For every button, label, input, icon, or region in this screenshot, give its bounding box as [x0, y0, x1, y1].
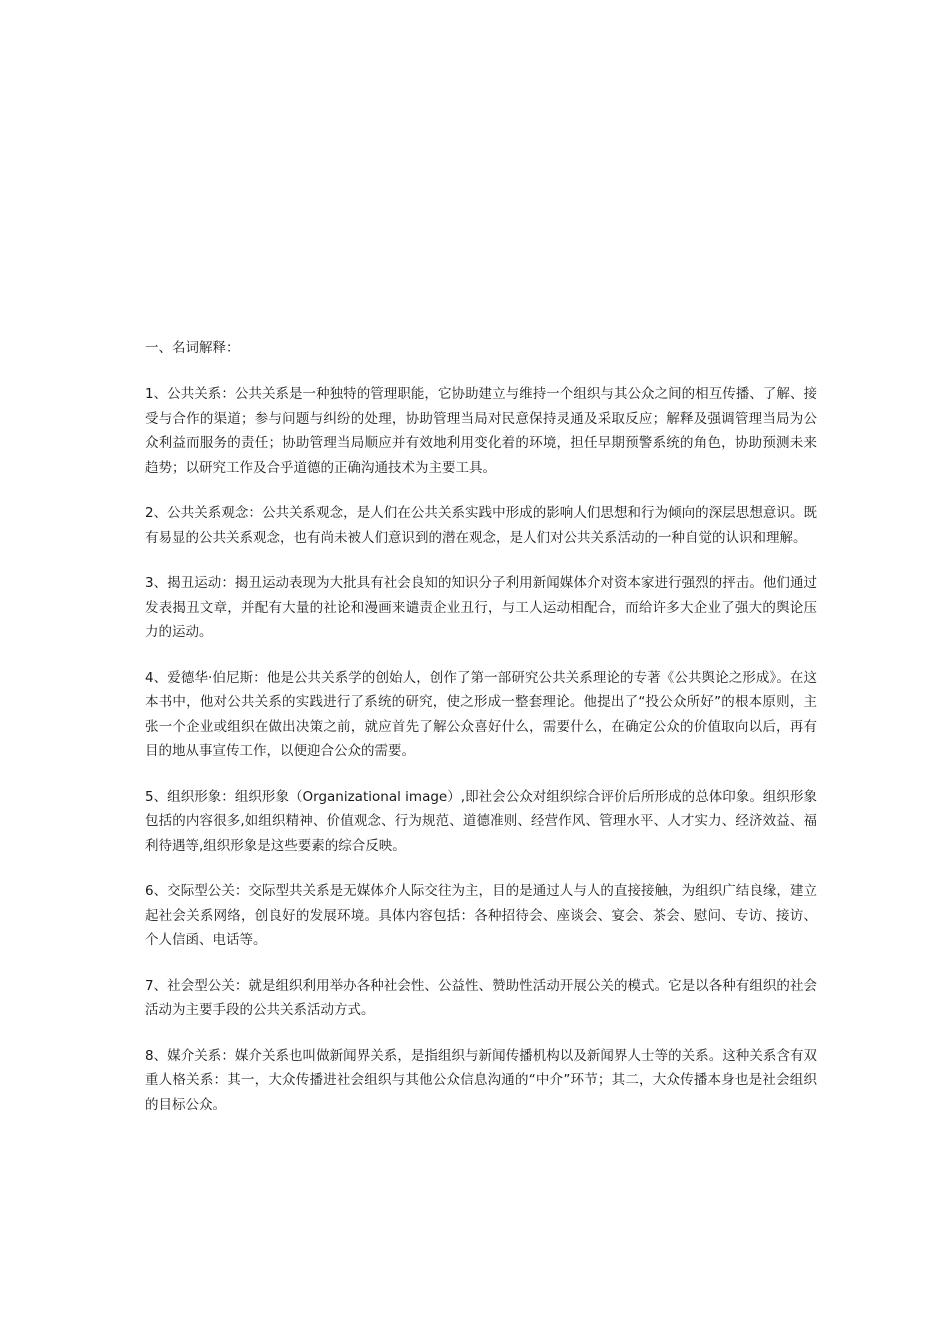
definition-media-relations: 8、媒介关系：媒介关系也叫做新闻界关系，是指组织与新闻传播机构以及新闻界人士等的关系。这种关系含有双重人格关系：其一，大众传播进社会组织与其他公众信息沟通的“中介”环节；其二，大众传播本身也是社会组织的目标公众。	[145, 1047, 817, 1113]
definition-social-pr: 7、社会型公关：就是组织利用举办各种社会性、公益性、赞助性活动开展公关的模式。它是以各种有组织的社会活动为主要手段的公共关系活动方式。	[145, 977, 817, 1018]
document-page	[145, 336, 817, 1138]
definition-interpersonal-pr: 6、交际型公关：交际型共关系是无媒体介人际交往为主，目的是通过人与人的直接接触，为组织广结良缘，建立起社会关系网络，创良好的发展环境。具体内容包括：各种招待会、座谈会、宴会、茶会、慰问、专访、接访、个人信函、电话等。	[145, 883, 817, 948]
definition-organizational-image: 5、组织形象：组织形象（Organizational image）,即社会公众对组织综合评价后所形成的总体印象。组织形象包括的内容很多,如组织精神、价值观念、行为规范、道德准则、经营作风、管理水平、人才实力、经济效益、福利待遇等,组织形象是这些要素的综合反映。	[145, 788, 817, 854]
definition-muckraking: 3、揭丑运动：揭丑运动表现为大批具有社会良知的知识分子利用新闻媒体介对资本家进行强烈的抨击。他们通过发表揭丑文章，并配有大量的社论和漫画来谴责企业丑行，与工人运动相配合，而给许多大企业了强大的舆论压力的运动。	[145, 575, 817, 640]
definition-edward-bernays: 4、爱德华·伯尼斯：他是公共关系学的创始人，创作了第一部研究公共关系理论的专著《公共舆论之形成》。在这本书中，他对公共关系的实践进行了系统的研究，使之形成一整套理论。他提出了“投公众所好”的根本原则，主张一个企业或组织在做出决策之前，就应首先了解公众喜好什么，需要什么，在确定公众的价值取向以后，再有目的地从事宣传工作，以便迎合公众的需要。	[145, 669, 817, 759]
definition-public-relations: 1、公共关系：公共关系是一种独特的管理职能，它协助建立与维持一个组织与其公众之间的相互传播、了解、接受与合作的渠道；参与问题与纠纷的处理，协助管理当局对民意保持灵通及采取反应；解释及强调管理当局为公众利益而服务的责任；协助管理当局顺应并有效地利用变化着的环境，担任早期预警系统的角色，协助预测未来趋势；以研究工作及合乎道德的正确沟通技术为主要工具。	[145, 386, 817, 476]
definition-pr-concept: 2、公共关系观念：公共关系观念，是人们在公共关系实践中形成的影响人们思想和行为倾向的深层思想意识。既有易显的公共关系观念，也有尚未被人们意识到的潜在观念，是人们对公共关系活动的一种自觉的认识和理解。	[145, 505, 817, 546]
section-title: 一、名词解释：	[145, 340, 240, 356]
